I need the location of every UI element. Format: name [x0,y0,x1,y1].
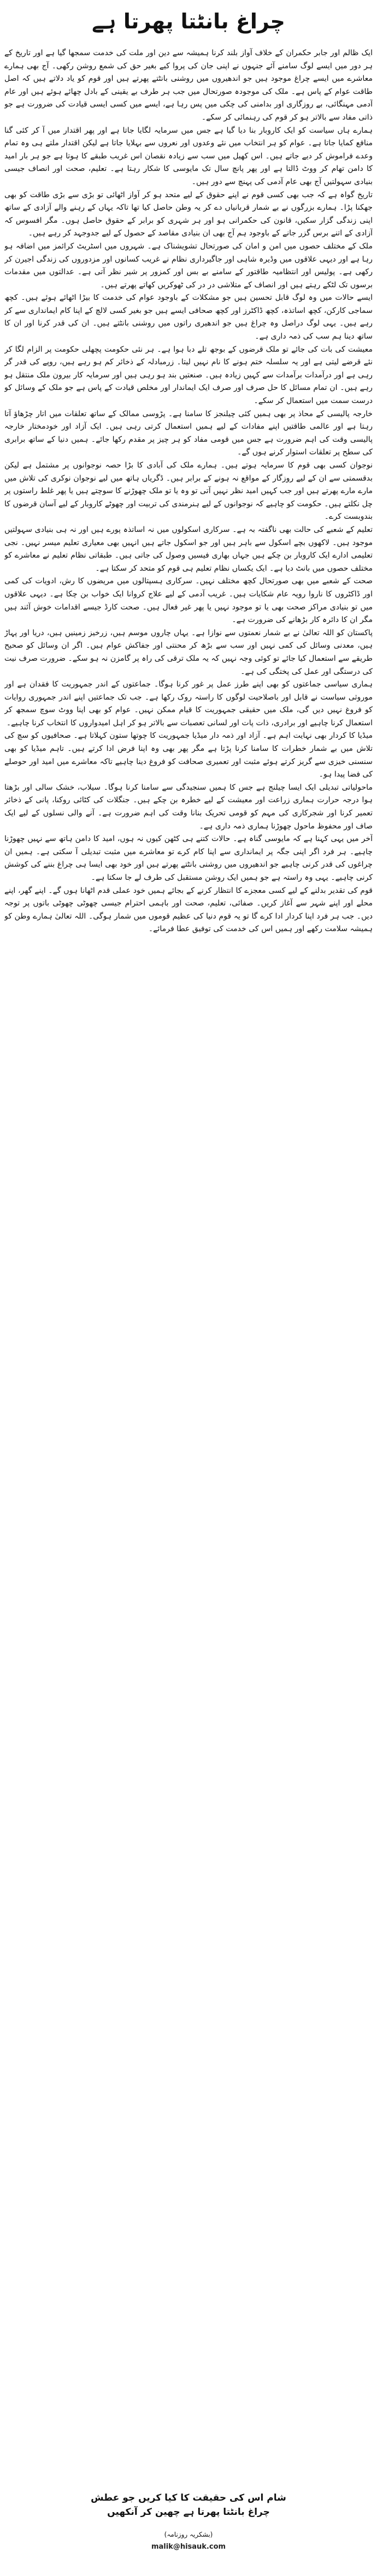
paragraph: تعلیم کے شعبے کی حالت بھی ناگفتہ بہ ہے۔ سرکاری اسکولوں میں نہ اساتذہ پورے ہیں اور نہ ہی بنیادی سہولتیں موجود ہیں۔ لاکھوں بچے اسکول سے باہر ہیں اور جو اسکول جاتے ہیں انہیں بھی معیاری تعلیم میسر نہیں۔ نجی تعلیمی ادارے ایک کاروبار بن چکے ہیں جہاں بھاری فیسیں وصول کی جاتی ہیں۔ طبقاتی نظام تعلیم نے معاشرے کو مختلف حصوں میں بانٹ دیا ہے۔ ایک یکساں نظام تعلیم ہی قوم کو متحد کر سکتا ہے۔ [4,525,373,573]
paragraph: صحت کے شعبے میں بھی صورتحال کچھ مختلف نہیں۔ سرکاری ہسپتالوں میں مریضوں کا رش، ادویات کی کمی اور ڈاکٹروں کا ناروا رویہ عام شکایات ہیں۔ غریب آدمی کے لیے علاج کروانا ایک خواب بن چکا ہے۔ دیہی علاقوں میں تو بنیادی مراکز صحت بھی یا تو موجود نہیں یا پھر غیر فعال ہیں۔ صحت کارڈ جیسے اقدامات خوش آئند ہیں مگر ان کا دائرہ کار بڑھانے کی ضرورت ہے۔ [4,577,373,625]
paragraph: ماحولیاتی تبدیلی ایک ایسا چیلنج ہے جس کا ہمیں سنجیدگی سے سامنا کرنا ہوگا۔ سیلاب، خشک سالی اور بڑھتا ہوا درجہ حرارت ہماری زراعت اور معیشت کے لیے خطرہ بن چکے ہیں۔ جنگلات کی کٹائی روکنا، پانی کے ذخائر تعمیر کرنا اور شجرکاری کی مہم کو قومی تحریک بنانا وقت کی اہم ضرورت ہے۔ آنے والی نسلوں کے لیے ایک صاف اور محفوظ ماحول چھوڑنا ہماری ذمہ داری ہے۔ [4,783,373,831]
paragraph: نوجوان کسی بھی قوم کا سرمایہ ہوتے ہیں۔ ہمارے ملک کی آبادی کا بڑا حصہ نوجوانوں پر مشتمل ہے لیکن بدقسمتی سے ان کے لیے روزگار کے مواقع نہ ہونے کے برابر ہیں۔ ڈگریاں ہاتھ میں لیے نوجوان نوکری کی تلاش میں مارے مارے پھرتے ہیں اور جب کہیں امید نظر نہیں آتی تو وہ یا تو ملک چھوڑنے کا سوچتے ہیں یا پھر غلط راستوں پر چل نکلتے ہیں۔ حکومت کو چاہیے کہ نوجوانوں کے لیے ہنرمندی کی تربیت اور چھوٹے کاروبار کے لیے آسان قرضوں کا بندوبست کرے۔ [4,461,373,522]
paragraph: خارجہ پالیسی کے محاذ پر بھی ہمیں کئی چیلنجز کا سامنا ہے۔ پڑوسی ممالک کے ساتھ تعلقات میں اتار چڑھاؤ آتا رہتا ہے اور عالمی طاقتیں اپنے مفادات کے لیے ہمیں استعمال کرتی رہی ہیں۔ ایک آزاد اور خودمختار خارجہ پالیسی وقت کی اہم ضرورت ہے جس میں قومی مفاد کو ہر چیز پر مقدم رکھا جائے۔ ہمیں دنیا کے ساتھ برابری کی سطح پر تعلقات استوار کرنے ہوں گے۔ [4,409,373,457]
paragraph: ایسے حالات میں وہ لوگ قابل تحسین ہیں جو مشکلات کے باوجود عوام کی خدمت کا بیڑا اٹھائے ہوئے ہیں۔ کچھ سماجی کارکن، کچھ اساتذہ، کچھ ڈاکٹرز اور کچھ صحافی ایسے ہیں جو بغیر کسی لالچ کے اپنا کام ایمانداری سے کر رہے ہیں۔ یہی لوگ دراصل وہ چراغ ہیں جو اندھیری راتوں میں روشنی بانٹتے ہیں۔ ان کی قدر کرنا اور ان کا ساتھ دینا ہم سب کی ذمہ داری ہے۔ [4,293,373,341]
closing-couplet [44,2491,333,2519]
paragraph: ملک کے مختلف حصوں میں امن و امان کی صورتحال تشویشناک ہے۔ شہروں میں اسٹریٹ کرائمز میں اضافہ ہو رہا ہے اور دیہی علاقوں میں وڈیرہ شاہی اور جاگیرداری نظام نے غریب کسانوں اور مزدوروں کی زندگی اجیرن کر رکھی ہے۔ پولیس اور انتظامیہ طاقتور کے سامنے بے بس اور کمزور پر شیر نظر آتی ہے۔ عدالتوں میں مقدمات برسوں تک لٹکے رہتے ہیں اور انصاف کے متلاشی در در کی ٹھوکریں کھاتے پھرتے ہیں۔ [4,241,373,289]
paragraph: ایک ظالم اور جابر حکمران کے خلاف آواز بلند کرنا ہمیشہ سے دین اور ملت کی خدمت سمجھا گیا ہے اور تاریخ کے ہر دور میں ایسے لوگ سامنے آئے جنہوں نے اپنی جان کی پروا کیے بغیر حق کی شمع روشن رکھی۔ آج بھی ہمارے معاشرے میں ایسے چراغ موجود ہیں جو اندھیروں میں روشنی بانٹتے پھرتے ہیں اور قوم کو یاد دلاتے ہیں کہ اصل طاقت عوام کے پاس ہے۔ ملک کی موجودہ صورتحال میں جب ہر طرف بے یقینی کے بادل چھائے ہوئے ہیں اور عام آدمی مہنگائی، بے روزگاری اور بدامنی کی چکی میں پس رہا ہے، ایسے میں کسی ایسی قیادت کی ضرورت ہے جو ذاتی مفاد سے بالاتر ہو کر قوم کی رہنمائی کر سکے۔ [4,49,373,122]
source-credit: (بشکریہ روزنامہ) [164,2531,213,2538]
paragraph: تاریخ گواہ ہے کہ جب بھی کسی قوم نے اپنے حقوق کے لیے متحد ہو کر آواز اٹھائی تو بڑی سے بڑی طاقت کو بھی جھکنا پڑا۔ ہمارے بزرگوں نے بے شمار قربانیاں دے کر یہ وطن حاصل کیا تھا تاکہ یہاں کے رہنے والے آزادی کے ساتھ اپنی زندگی گزار سکیں، قانون کی حکمرانی ہو اور ہر شہری کو برابر کے حقوق حاصل ہوں۔ مگر افسوس کہ آزادی کے اتنے برس گزر جانے کے باوجود ہم آج بھی ان بنیادی مقاصد کے حصول کے لیے جدوجہد کر رہے ہیں۔ [4,190,373,238]
paragraph: قوم کی تقدیر بدلنے کے لیے کسی معجزے کا انتظار کرنے کے بجائے ہمیں خود عملی قدم اٹھانا ہوں گے۔ اپنے گھر، اپنے محلے اور اپنے شہر سے آغاز کریں۔ صفائی، تعلیم، صحت اور باہمی احترام جیسی چھوٹی چھوٹی باتوں پر توجہ دیں۔ جب ہر فرد اپنا کردار ادا کرے گا تو یہ قوم دنیا کی عظیم قوموں میں شمار ہوگی۔ اللہ تعالیٰ ہمارے وطن کو ہمیشہ سلامت رکھے اور ہمیں اس کی خدمت کی توفیق عطا فرمائے۔ [4,886,373,934]
paragraph: ہماری سیاسی جماعتوں کو بھی اپنے طرز عمل پر غور کرنا ہوگا۔ جماعتوں کے اندر جمہوریت کا فقدان ہے اور موروثی سیاست نے قابل اور باصلاحیت لوگوں کا راستہ روک رکھا ہے۔ جب تک جماعتیں اپنے اندر جمہوری روایات کو فروغ نہیں دیں گی، ملک میں حقیقی جمہوریت کا قیام ممکن نہیں۔ عوام کو بھی اپنا ووٹ سوچ سمجھ کر استعمال کرنا چاہیے اور برادری، ذات پات اور لسانی تعصبات سے بالاتر ہو کر اہل امیدواروں کا انتخاب کرنا چاہیے۔ [4,680,373,727]
author-email[interactable]: malik@hisauk.com [151,2543,226,2551]
paragraph: پاکستان کو اللہ تعالیٰ نے بے شمار نعمتوں سے نوازا ہے۔ یہاں چاروں موسم ہیں، زرخیز زمینیں ہیں، دریا اور پہاڑ ہیں، معدنی وسائل کی کمی نہیں اور سب سے بڑھ کر محنتی اور جفاکش عوام ہیں۔ اگر ان وسائل کو صحیح طریقے سے استعمال کیا جائے تو کوئی وجہ نہیں کہ یہ ملک ترقی کی راہ پر گامزن نہ ہو سکے۔ ضرورت صرف نیت کی درستگی اور عمل کی پختگی کی ہے۔ [4,628,373,676]
article-title: چراغ بانٹتا پھرتا ہے [92,9,285,33]
paragraph: میڈیا کا کردار بھی نہایت اہم ہے۔ آزاد اور ذمہ دار میڈیا جمہوریت کا چوتھا ستون کہلاتا ہے۔ صحافیوں کو سچ کی تلاش میں بے شمار خطرات کا سامنا کرنا پڑتا ہے مگر پھر بھی وہ اپنا فرض ادا کرتے ہیں۔ تاہم میڈیا کو بھی سنسنی خیزی سے گریز کرتے ہوئے مثبت اور تعمیری صحافت کو فروغ دینا چاہیے تاکہ معاشرے میں امید اور حوصلے کی فضا پیدا ہو۔ [4,731,373,779]
article-body [4,47,373,2480]
paragraph: ہمارے ہاں سیاست کو ایک کاروبار بنا دیا گیا ہے جس میں سرمایہ لگایا جاتا ہے اور پھر اقتدار میں آ کر کئی گنا منافع کمایا جاتا ہے۔ عوام کو ہر انتخاب میں نئے وعدوں اور نعروں سے بہلایا جاتا ہے لیکن اقتدار ملتے ہی وہ تمام وعدے فراموش کر دیے جاتے ہیں۔ اس کھیل میں سب سے زیادہ نقصان اس غریب طبقے کا ہوتا ہے جو ہر بار امید کا دامن تھام کر ووٹ ڈالتا ہے اور پھر پانچ سال تک مایوسی کا شکار رہتا ہے۔ تعلیم، صحت اور انصاف جیسی بنیادی سہولتیں آج بھی عام آدمی کی پہنچ سے دور ہیں۔ [4,126,373,186]
paragraph: معیشت کی بات کی جائے تو ملک قرضوں کے بوجھ تلے دبا ہوا ہے۔ ہر نئی حکومت پچھلی حکومت پر الزام لگا کر نئے قرضے لیتی ہے اور یہ سلسلہ ختم ہونے کا نام نہیں لیتا۔ زرمبادلہ کے ذخائر کم ہو رہے ہیں، روپے کی قدر گر رہی ہے اور درآمدات برآمدات سے کہیں زیادہ ہیں۔ صنعتیں بند ہو رہی ہیں اور سرمایہ کار بیرون ملک منتقل ہو رہے ہیں۔ ان تمام مسائل کا حل صرف اور صرف ایک ایماندار اور مخلص قیادت کے پاس ہے جو ملک کے وسائل کو درست سمت میں استعمال کر سکے۔ [4,345,373,406]
couplet-line-1: شام اس کی حقیقت کا کیا کریں جو عطش [91,2492,286,2503]
paragraph: آخر میں یہی کہنا ہے کہ مایوسی گناہ ہے۔ حالات کتنے ہی کٹھن کیوں نہ ہوں، امید کا دامن ہاتھ سے نہیں چھوڑنا چاہیے۔ ہر فرد اگر اپنی جگہ پر ایمانداری سے اپنا کام کرے تو معاشرے میں مثبت تبدیلی آ سکتی ہے۔ ہمیں ان چراغوں کی قدر کرنی چاہیے جو اندھیروں میں روشنی بانٹتے پھرتے ہیں اور خود بھی ایسا ہی چراغ بننے کی کوشش کرنی چاہیے۔ یہی وہ راستہ ہے جو ہمیں ایک روشن مستقبل کی طرف لے جا سکتا ہے۔ [4,834,373,882]
couplet-line-2: چراغ بانٹتا پھرتا ہے چھین کر آنکھیں [107,2507,270,2518]
